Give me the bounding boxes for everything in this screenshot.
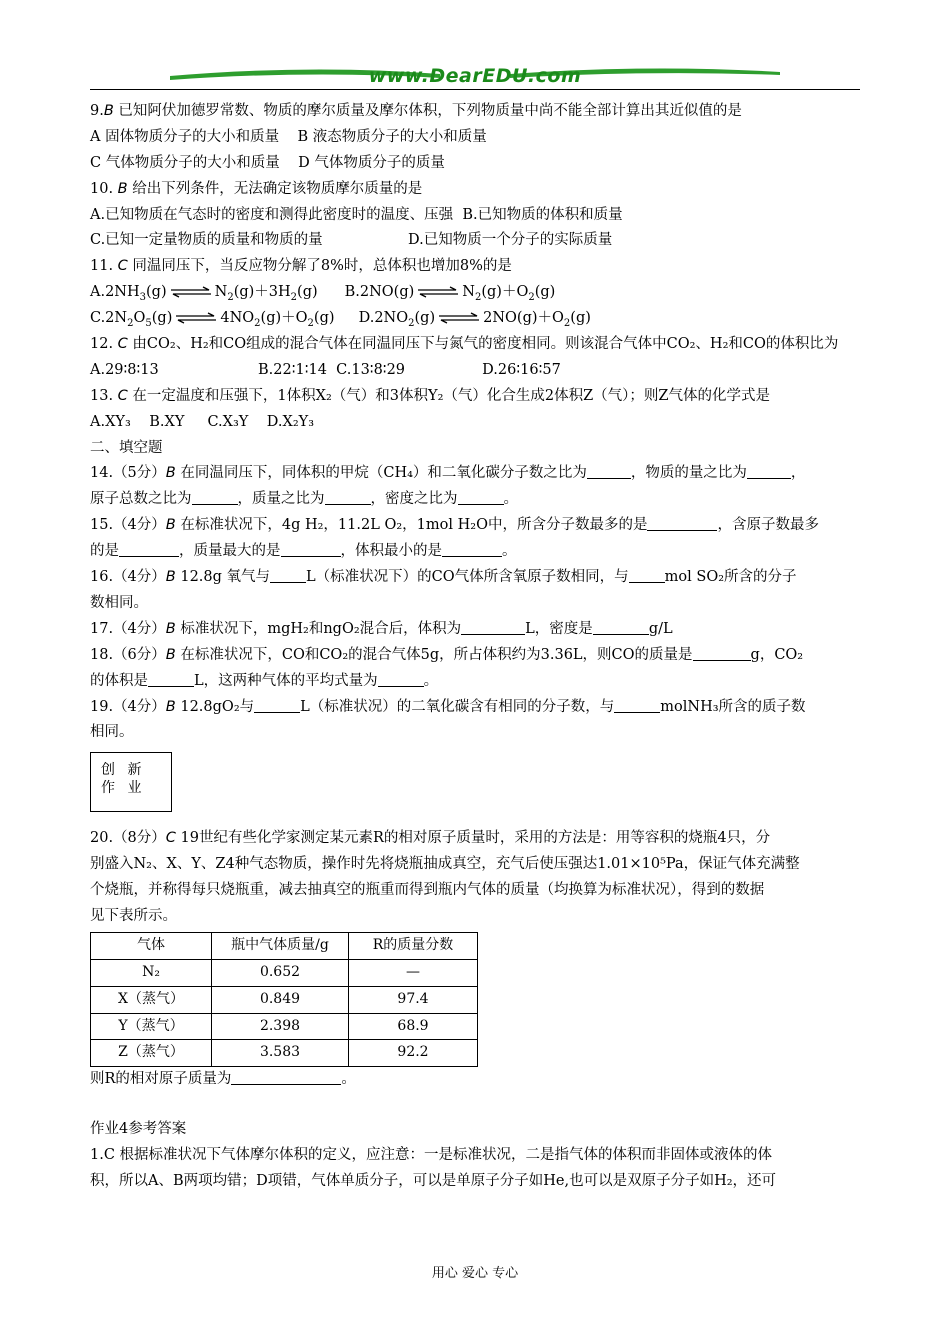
- answer-blank[interactable]: [461, 618, 525, 635]
- header-brand: www.DearEDU.com: [368, 65, 582, 87]
- box-line-2: 作 业: [101, 780, 146, 797]
- table-cell: Y（蒸气）: [91, 1013, 212, 1040]
- q14-line2: 原子总数之比为 ，质量之比为 ，密度之比为 。: [90, 487, 860, 513]
- q20-after: 则R的相对原子质量为 。: [90, 1067, 860, 1093]
- table-header-cell: 气体: [91, 932, 212, 959]
- table-row: [91, 1040, 478, 1067]
- q11-stem: 11. C 同温同压下，当反应物分解了8%时，总体积也增加8%的是: [90, 258, 512, 275]
- answers-title: 作业4参考答案: [90, 1121, 187, 1138]
- table-cell: X（蒸气）: [91, 986, 212, 1013]
- equilibrium-arrow-icon: [174, 312, 218, 324]
- q20-line3: 个烧瓶，并称得每只烧瓶重，减去抽真空的瓶重而得到瓶内气体的质量（均换算为标准状况），得到的数据: [90, 882, 765, 899]
- q10-options-cd: C.已知一定量物质的质量和物质的量 D.已知物质一个分子的实际质量: [90, 232, 613, 249]
- answer-blank[interactable]: [458, 488, 504, 505]
- table-cell: 3.583: [212, 1040, 349, 1067]
- table-cell: 92.2: [349, 1040, 478, 1067]
- table-cell: Z（蒸气）: [91, 1040, 212, 1067]
- answer-blank[interactable]: [270, 566, 306, 583]
- equilibrium-arrow-icon: [437, 312, 481, 324]
- q12-stem: 12. C 由CO₂、H₂和CO组成的混合气体在同温同压下与氮气的密度相同。则该混合气体中CO₂、H₂和CO的体积比为: [90, 336, 839, 353]
- equilibrium-arrow-icon: [169, 286, 213, 298]
- equilibrium-arrow-icon: [416, 286, 460, 298]
- answer-blank[interactable]: [378, 670, 424, 687]
- q14-line1: 14.（5分）B 在同温同压下，同体积的甲烷（CH₄）和二氧化碳分子数之比为 ，物质的量之比为 ，: [90, 461, 860, 487]
- table-cell: 2.398: [212, 1013, 349, 1040]
- q19-line1: 19.（4分）B 12.8gO₂与 L（标准状况）的二氧化碳含有相同的分子数，与 molNH₃所含的质子数: [90, 695, 860, 721]
- answers-line2: 积，所以A、B两项均错；D项错，气体单质分子，可以是单原子分子如He,也可以是双原子分子如H₂，还可: [90, 1173, 777, 1190]
- q20-line2: 别盛入N₂、X、Y、Z4种气态物质，操作时先将烧瓶抽成真空，充气后使压强达1.01×10⁵Pa，保证气体充满整: [90, 856, 800, 873]
- q18-line1: 18.（6分）B 在标准状况下，CO和CO₂的混合气体5g，所占体积约为3.36L，则CO的质量是 g，CO₂: [90, 643, 860, 669]
- answer-blank[interactable]: [629, 566, 665, 583]
- q10-options-ab: A.已知物质在气态时的密度和测得此密度时的温度、压强 B.已知物质的体积和质量: [90, 206, 623, 223]
- table-cell: 0.849: [212, 986, 349, 1013]
- q13-options: A.XY₃ B.XY C.X₃Y D.X₂Y₃: [90, 413, 315, 430]
- table-cell: N₂: [91, 959, 212, 986]
- answer-blank[interactable]: [325, 488, 371, 505]
- page-footer: 用心 爱心 专心: [431, 1266, 519, 1281]
- table-row: [91, 1013, 478, 1040]
- q10-stem: 10. B 给出下列条件，无法确定该物质摩尔质量的是: [90, 180, 423, 197]
- q9-level: B: [103, 103, 114, 119]
- table-row: [91, 959, 478, 986]
- table-cell: 97.4: [349, 986, 478, 1013]
- q12-options: A.29∶8∶13 B.22∶1∶14 C.13∶8∶29 D.26∶16∶57: [90, 361, 561, 378]
- table-header-row: [91, 932, 478, 959]
- q16-line2: 数相同。: [90, 594, 148, 611]
- q16-line1: 16.（4分）B 12.8g 氧气与 L（标准状况下）的CO气体所含氧原子数相同，与 mol SO₂所含的分子: [90, 565, 860, 591]
- q13-stem: 13. C 在一定温度和压强下，1体积X₂（气）和3体积Y₂（气）化合生成2体积Z（气）；则Z气体的化学式是: [90, 387, 770, 404]
- answer-blank[interactable]: [593, 618, 649, 635]
- table-row: [91, 986, 478, 1013]
- header-rule: [90, 89, 860, 90]
- innovation-homework-box: [90, 752, 172, 812]
- box-line-1: 创 新: [101, 762, 146, 779]
- answer-blank[interactable]: [192, 488, 238, 505]
- answer-blank[interactable]: [254, 696, 300, 713]
- q20-line1: 20.（8分）C 19世纪有些化学家测定某元素R的相对原子质量时，采用的方法是：用等容积的烧瓶4只，分: [90, 830, 771, 847]
- section-heading: 二、填空题: [90, 439, 163, 456]
- gas-data-table: [90, 932, 478, 1068]
- answer-blank[interactable]: [693, 644, 751, 661]
- answers-line1: 1.C 根据标准状况下气体摩尔体积的定义，应注意：一是标准状况，二是指气体的体积而非固体或液体的体: [90, 1147, 773, 1164]
- q15-line2: 的是 ，质量最大的是 ，体积最小的是 。: [90, 539, 860, 565]
- q20-line4: 见下表所示。: [90, 907, 177, 924]
- table-cell: —: [349, 959, 478, 986]
- q19-line2: 相同。: [90, 724, 134, 741]
- answer-blank[interactable]: [442, 540, 502, 557]
- page-header: [90, 62, 860, 90]
- answer-blank[interactable]: [119, 540, 179, 557]
- q11-options-cd: $C.2N_2O_5(g)$ $4NO_2(g)+O_2(g)$ $D.2NO_2(g)$ $2NO(g)+O_2(g)$: [90, 310, 591, 330]
- q9-options-cd: C 气体物质分子的大小和质量 D 气体物质分子的质量: [90, 154, 445, 171]
- q15-line1: 15.（4分）B 在标准状况下，4g H₂，11.2L O₂，1mol H₂O中，所含分子数最多的是 ，含原子数最多: [90, 513, 860, 539]
- q17-line: 17.（4分）B 标准状况下，mgH₂和ngO₂混合后，体积为 L，密度是 g/L: [90, 617, 860, 643]
- answer-blank[interactable]: [231, 1068, 341, 1085]
- answer-blank[interactable]: [148, 670, 194, 687]
- answer-blank[interactable]: [747, 462, 791, 479]
- q9-options-ab: A 固体物质分子的大小和质量 B 液态物质分子的大小和质量: [90, 128, 487, 145]
- table-header-cell: 瓶中气体质量/g: [212, 932, 349, 959]
- q18-line2: 的体积是 L，这两种气体的平均式量为 。: [90, 669, 860, 695]
- answer-blank[interactable]: [281, 540, 341, 557]
- answer-blank[interactable]: [587, 462, 631, 479]
- table-header-cell: R的质量分数: [349, 932, 478, 959]
- answer-blank[interactable]: [614, 696, 660, 713]
- answer-blank[interactable]: [647, 514, 717, 531]
- document-body: [90, 99, 860, 1195]
- table-cell: 68.9: [349, 1013, 478, 1040]
- q9-stem: 9.B 已知阿伏加德罗常数、物质的摩尔质量及摩尔体积，下列物质量中尚不能全部计算出其近似值的是: [90, 103, 742, 119]
- table-cell: 0.652: [212, 959, 349, 986]
- q11-options-ab: $A.2NH_3(g)$ $N_2(g)+3H_2(g)$ B.2NO(g) $N_2(g)+O_2(g)$: [90, 284, 556, 304]
